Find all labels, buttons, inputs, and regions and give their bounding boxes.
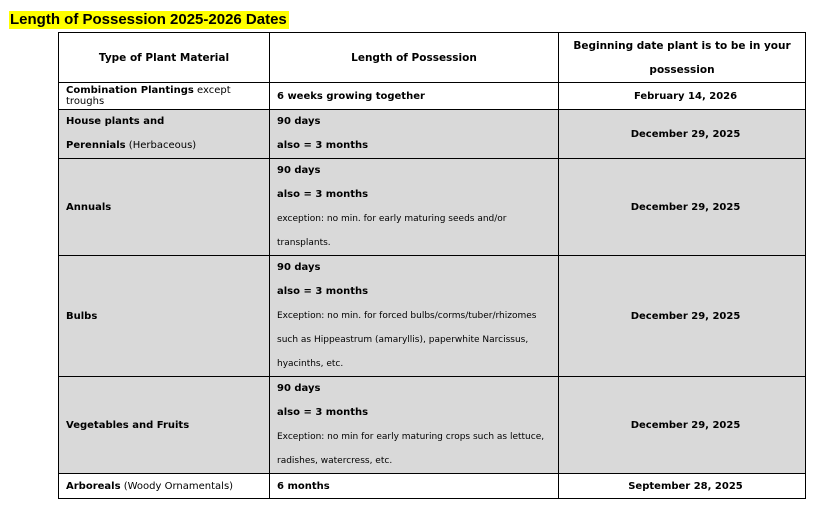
possession-table bbox=[58, 32, 806, 499]
length-cell bbox=[270, 256, 559, 377]
length-exception: transplants. bbox=[277, 238, 331, 248]
table-row-arboreals bbox=[59, 474, 806, 499]
length-exception: exception: no min. for early maturing seeds and/or bbox=[277, 214, 507, 224]
header-row bbox=[59, 33, 806, 83]
length-cell bbox=[270, 377, 559, 474]
length-line: also = 3 months bbox=[277, 286, 369, 297]
header-date-line1: Beginning date plant is to be in your bbox=[573, 39, 791, 52]
length-line: 90 days bbox=[277, 383, 321, 394]
table-row-vegetables bbox=[59, 377, 806, 474]
length-line: also = 3 months bbox=[277, 140, 369, 151]
length-exception: Exception: no min for early maturing crops such as lettuce, bbox=[277, 432, 545, 442]
type-name: Perennials bbox=[66, 140, 126, 151]
type-name: Arboreals bbox=[66, 480, 121, 492]
type-cell bbox=[59, 474, 270, 499]
type-cell: Vegetables and Fruits bbox=[59, 377, 270, 474]
type-qualifier: (Woody Ornamentals) bbox=[120, 480, 234, 492]
length-line: also = 3 months bbox=[277, 189, 369, 200]
length-line: 90 days bbox=[277, 262, 321, 273]
page-title: Length of Possession 2025-2026 Dates bbox=[10, 11, 287, 28]
table-row-annuals bbox=[59, 159, 806, 256]
length-cell: 6 weeks growing together bbox=[270, 83, 559, 110]
type-cell: Annuals bbox=[59, 159, 270, 256]
header-date-line2: possession bbox=[649, 63, 715, 76]
header-type: Type of Plant Material bbox=[59, 33, 270, 83]
date-cell: February 14, 2026 bbox=[559, 83, 806, 110]
date-cell: December 29, 2025 bbox=[559, 377, 806, 474]
type-cell bbox=[59, 83, 270, 110]
length-exception: such as Hippeastrum (amaryllis), paperwhite Narcissus, bbox=[277, 335, 529, 345]
length-exception: Exception: no min. for forced bulbs/corms/tuber/rhizomes bbox=[277, 311, 537, 321]
header-length: Length of Possession bbox=[270, 33, 559, 83]
length-exception: hyacinths, etc. bbox=[277, 359, 344, 369]
type-name: Combination Plantings bbox=[66, 85, 194, 96]
type-cell: Bulbs bbox=[59, 256, 270, 377]
type-qualifier: (Herbaceous) bbox=[125, 140, 197, 151]
date-cell: December 29, 2025 bbox=[559, 159, 806, 256]
length-cell bbox=[270, 159, 559, 256]
type-line bbox=[66, 134, 269, 158]
table-row-bulbs bbox=[59, 256, 806, 377]
date-cell: December 29, 2025 bbox=[559, 110, 806, 159]
length-line: 90 days bbox=[277, 165, 321, 176]
length-exception: radishes, watercress, etc. bbox=[277, 456, 393, 466]
type-line: House plants and bbox=[66, 116, 165, 127]
length-cell: 6 months bbox=[270, 474, 559, 499]
date-cell: September 28, 2025 bbox=[559, 474, 806, 499]
length-cell bbox=[270, 110, 559, 159]
table-row-houseplants bbox=[59, 110, 806, 159]
type-qualifier: except troughs bbox=[66, 85, 231, 107]
type-cell bbox=[59, 110, 270, 159]
length-line: also = 3 months bbox=[277, 407, 369, 418]
date-cell: December 29, 2025 bbox=[559, 256, 806, 377]
table-row-combination bbox=[59, 83, 806, 110]
length-line: 90 days bbox=[277, 116, 321, 127]
header-date bbox=[559, 33, 806, 83]
